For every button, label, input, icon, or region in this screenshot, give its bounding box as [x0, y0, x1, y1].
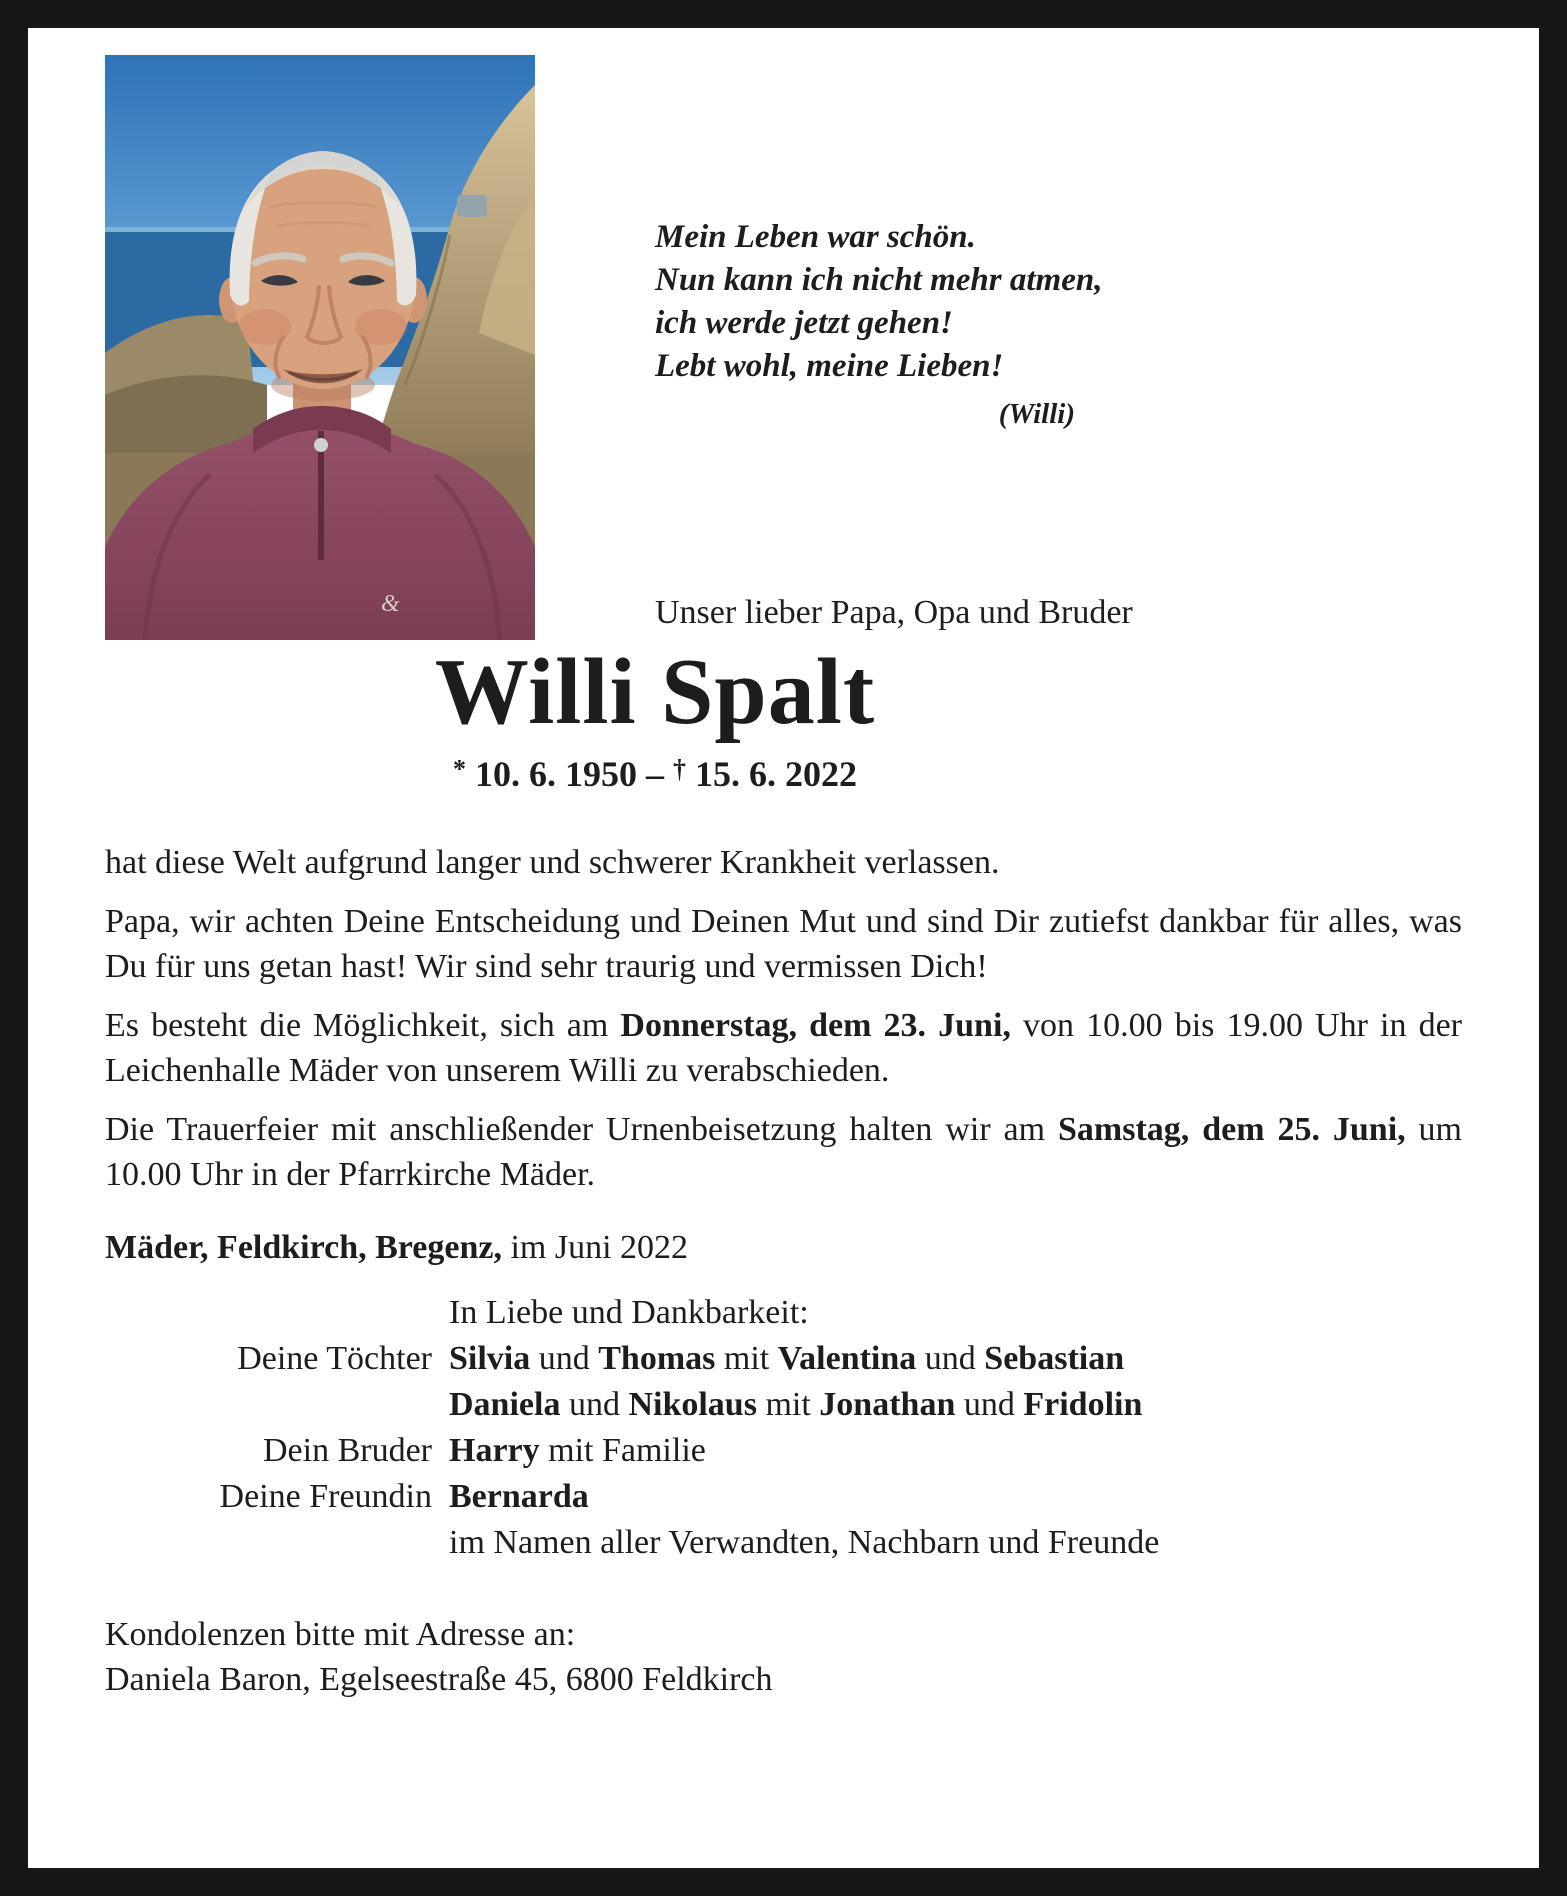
family-row-daughters-2	[105, 1382, 1462, 1428]
quote-line-2: Nun kann ich nicht mehr atmen,	[655, 261, 1103, 298]
family-names: Daniela und Nikolaus mit Jonathan und Fridolin	[449, 1386, 1143, 1423]
death-date: 15. 6. 2022	[694, 754, 857, 795]
salutation-line: Unser lieber Papa, Opa und Bruder	[655, 594, 1133, 631]
paragraph-places-date: Mäder, Feldkirch, Bregenz, im Juni 2022	[105, 1229, 689, 1266]
family-row-girlfriend	[105, 1474, 1462, 1520]
name-block	[28, 640, 1282, 795]
obituary-card	[28, 28, 1539, 1868]
death-symbol: †	[673, 754, 686, 784]
paragraph-funeral: Die Trauerfeier mit anschließender Urnenbeisetzung halten wir am Samstag, dem 25. Juni, um 10.00 Uhr in der Pfarrkirche Mäder.	[105, 1111, 1463, 1193]
family-section	[105, 1290, 1462, 1566]
family-heading: In Liebe und Dankbarkeit:	[449, 1294, 809, 1331]
family-heading-spacer	[105, 1290, 449, 1336]
birth-date: 10. 6. 1950	[475, 754, 637, 795]
family-row-brother	[105, 1428, 1462, 1474]
life-dates	[28, 753, 1282, 795]
portrait-photo	[105, 55, 535, 640]
quote-attribution: (Willi)	[998, 397, 1075, 430]
family-relation-label	[105, 1520, 449, 1566]
announcement-text	[105, 840, 1462, 1702]
watchtower	[457, 195, 487, 217]
family-relation-label	[105, 1382, 449, 1428]
paragraph-cause: hat diese Welt aufgrund langer und schwerer Krankheit verlassen.	[105, 844, 1000, 881]
family-names: Harry mit Familie	[449, 1432, 706, 1469]
family-names: im Namen aller Verwandten, Nachbarn und Freunde	[449, 1524, 1160, 1561]
family-relation-label: Dein Bruder	[262, 1432, 432, 1469]
quote-line-1: Mein Leben war schön.	[655, 219, 976, 255]
paragraph-viewing: Es besteht die Möglichkeit, sich am Donnerstag, dem 23. Juni, von 10.00 bis 19.00 Uhr in der Leichenhalle Mäder von unserem Willi zu verabschieden.	[105, 1007, 1462, 1089]
shirt-logo: &	[381, 591, 400, 617]
family-heading-row	[105, 1290, 1462, 1336]
quote-line-3: ich werde jetzt gehen!	[655, 304, 953, 341]
paragraph-tribute: Papa, wir achten Deine Entscheidung und Deinen Mut und sind Dir zutiefst dankbar für alles, was Du für uns getan hast! Wir sind sehr traurig und vermissen Dich!	[105, 903, 1462, 985]
birth-symbol: *	[453, 754, 466, 784]
quote-line-4: Lebt wohl, meine Lieben!	[655, 347, 1004, 384]
family-relation-label: Deine Freundin	[219, 1478, 432, 1515]
condolence-address: Daniela Baron, Egelseestraße 45, 6800 Feldkirch	[105, 1661, 773, 1698]
family-row-daughters-1	[105, 1336, 1462, 1382]
family-names: Silvia und Thomas mit Valentina und Sebastian	[449, 1340, 1125, 1377]
family-row-all-relatives	[105, 1520, 1462, 1566]
dates-separator: –	[646, 754, 664, 795]
farewell-quote	[655, 216, 1155, 433]
family-relation-label: Deine Töchter	[237, 1340, 432, 1377]
deceased-name: Willi Spalt	[434, 640, 876, 744]
portrait-illustration	[105, 55, 535, 640]
family-names: Bernarda	[449, 1478, 589, 1515]
condolence-section	[105, 1612, 1462, 1702]
condolence-request: Kondolenzen bitte mit Adresse an:	[105, 1616, 576, 1653]
